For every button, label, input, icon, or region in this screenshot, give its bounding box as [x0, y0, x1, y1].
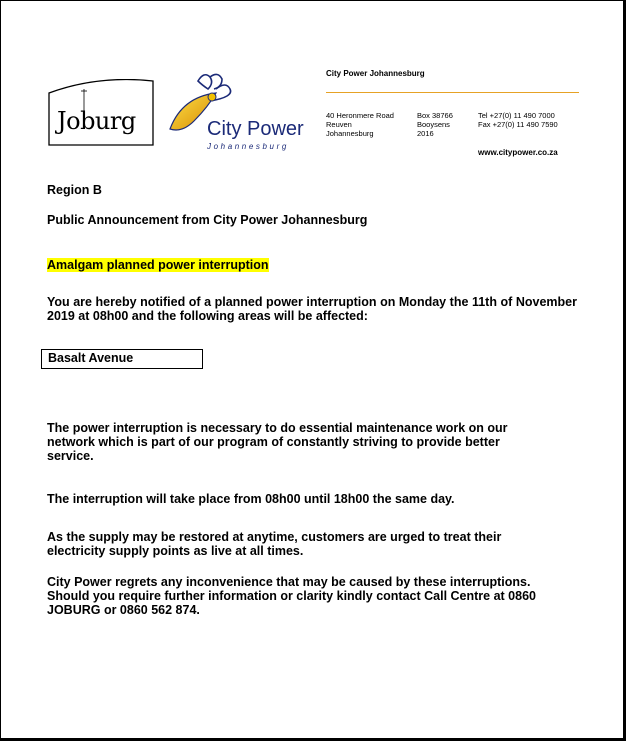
- joburg-wordmark: Joburg: [57, 107, 136, 135]
- affected-area: Basalt Avenue: [48, 351, 134, 365]
- fax-line: Fax +27(0) 11 490 7590: [478, 120, 558, 129]
- headline: [47, 258, 587, 272]
- header-website: www.citypower.co.za: [478, 148, 558, 157]
- time-paragraph: The interruption will take place from 08h00 until 18h00 the same day.: [47, 492, 455, 506]
- announcement-title: Public Announcement from City Power Johannesburg: [47, 213, 368, 227]
- contact-paragraph: City Power regrets any inconvenience that may be caused by these interruptions. Should you require further information or clarity kindly contact Call Centre at 0860 JOBURG or 0860 562 874.: [47, 575, 536, 617]
- postal-line: 2016: [417, 129, 434, 138]
- citypower-wordmark: City Power: [207, 118, 304, 140]
- address-line: 40 Heronmere Road: [326, 111, 394, 120]
- joburg-logo: [48, 79, 154, 147]
- affected-area-box: [41, 349, 203, 369]
- address-line: Johannesburg: [326, 129, 374, 138]
- address-line: Reuven: [326, 120, 352, 129]
- safety-paragraph: As the supply may be restored at anytime, customers are urged to treat their electricity supply points as live at all times.: [47, 530, 502, 558]
- header-phone: [478, 111, 558, 129]
- tel-line: Tel +27(0) 11 490 7000: [478, 111, 555, 120]
- postal-line: Box 38766: [417, 111, 453, 120]
- headline-highlight: Amalgam planned power interruption: [47, 258, 269, 272]
- citypower-subtitle: Johannesburg: [207, 142, 289, 151]
- header-address: [326, 111, 394, 138]
- intro-paragraph: You are hereby notified of a planned power interruption on Monday the 11th of November 2019 at 08h00 and the following areas will be affected:: [47, 295, 577, 323]
- postal-line: Booysens: [417, 120, 450, 129]
- region-label: Region B: [47, 183, 102, 197]
- header-company: City Power Johannesburg: [326, 69, 425, 78]
- header-postal: [417, 111, 453, 138]
- reason-paragraph: The power interruption is necessary to do essential maintenance work on our network which is part of our program of constantly striving to provide better service.: [47, 421, 508, 463]
- header-divider: [326, 92, 579, 93]
